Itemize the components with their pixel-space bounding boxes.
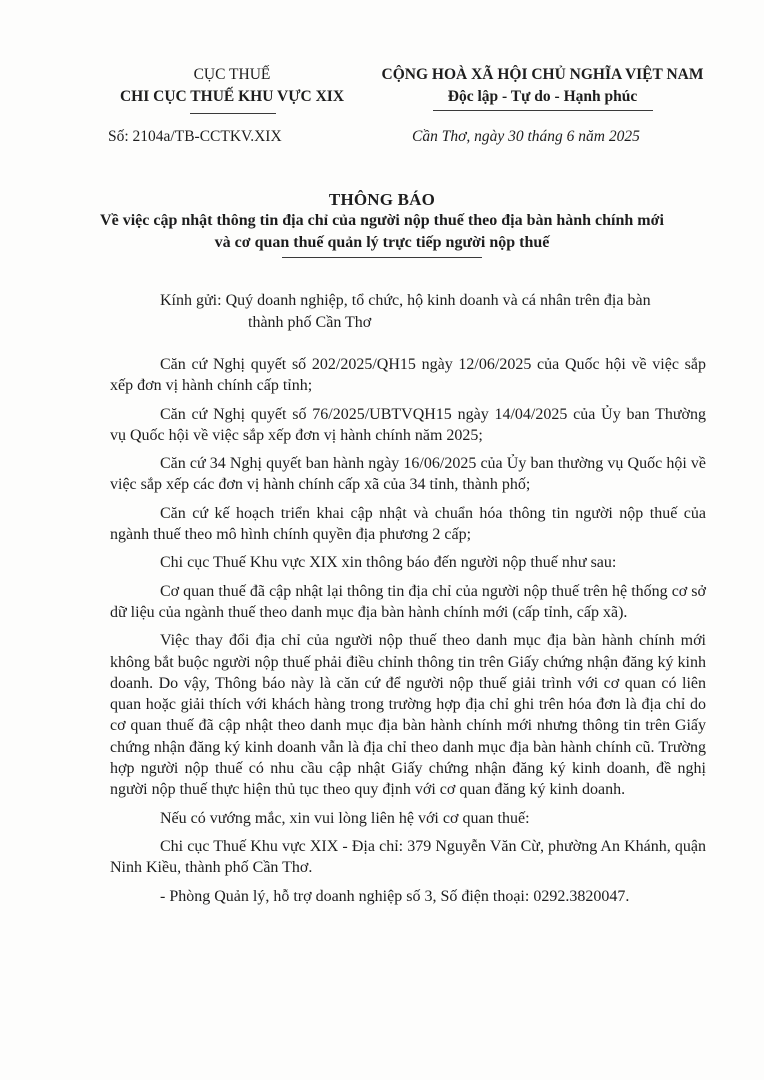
parent-agency: CỤC THUẾ bbox=[193, 66, 271, 83]
document-body bbox=[110, 354, 706, 914]
recipient-block bbox=[160, 290, 680, 334]
paragraph: Cơ quan thuế đã cập nhật lại thông tin địa chỉ của người nộp thuế trên hệ thống cơ sở dữ liệu của ngành thuế theo danh mục địa bàn hành chính mới (cấp tỉnh, cấp xã). bbox=[110, 582, 706, 621]
country-name: CỘNG HOÀ XÃ HỘI CHỦ NGHĨA VIỆT NAM bbox=[381, 66, 704, 83]
recipient-line-cont: thành phố Cần Thơ bbox=[248, 314, 372, 331]
document-number: Số: 2104a/TB-CCTKV.XIX bbox=[108, 128, 282, 145]
agency-underline bbox=[190, 113, 276, 114]
issuing-agency bbox=[82, 64, 382, 108]
recipient-line: Kính gửi: Quý doanh nghiệp, tổ chức, hộ kinh doanh và cá nhân trên địa bàn bbox=[160, 292, 651, 309]
agency-name: CHI CỤC THUẾ KHU VỰC XIX bbox=[119, 88, 345, 105]
paragraph: Chi cục Thuế Khu vực XIX xin thông báo đến người nộp thuế như sau: bbox=[160, 554, 617, 572]
paragraph: Căn cứ Nghị quyết số 202/2025/QH15 ngày 12/06/2025 của Quốc hội về việc sắp xếp đơn vị hành chính cấp tỉnh; bbox=[110, 356, 706, 395]
document-subject: Về việc cập nhật thông tin địa chỉ của người nộp thuế theo địa bàn hành chính mới và cơ quan thuế quản lý trực tiếp người nộp thuế bbox=[100, 212, 664, 251]
motto-underline bbox=[433, 110, 653, 111]
paragraph: Chi cục Thuế Khu vực XIX - Địa chỉ: 379 Nguyễn Văn Cừ, phường An Khánh, quận Ninh Kiều, thành phố Cần Thơ. bbox=[110, 837, 706, 877]
place-and-date: Cần Thơ, ngày 30 tháng 6 năm 2025 bbox=[412, 128, 640, 145]
paragraph: Căn cứ Nghị quyết số 76/2025/UBTVQH15 ngày 14/04/2025 của Ủy ban Thường vụ Quốc hội về việc sắp xếp đơn vị hành chính năm 2025; bbox=[110, 405, 706, 444]
paragraph: Căn cứ 34 Nghị quyết ban hành ngày 16/06/2025 của Ủy ban thường vụ Quốc hội về việc sắp xếp các đơn vị hành chính cấp xã của 34 tỉnh, thành phố; bbox=[110, 455, 706, 494]
paragraph: Việc thay đổi địa chỉ của người nộp thuế theo danh mục địa bàn hành chính mới không bắt buộc người nộp thuế phải điều chỉnh thông tin trên Giấy chứng nhận đăng ký kinh doanh. Do vậy, Thông báo này là căn cứ để người nộp thuế giải trình với cơ quan có liên quan hoặc giải thích với khách hàng trong trường hợp địa chỉ ghi trên hóa đơn là địa chỉ do cơ quan thuế đã cập nhật theo danh mục địa bàn hành chính mới nhưng thông tin trên Giấy chứng nhận đăng ký kinh doanh vẫn là địa chỉ theo danh mục địa bàn hành chính cũ. Trường hợp người nộp thuế có nhu cầu cập nhật Giấy chứng nhận đăng ký kinh doanh, đề nghị người nộp thuế thực hiện thủ tục theo quy định với cơ quan đăng ký kinh doanh. bbox=[110, 632, 706, 799]
paragraph: Nếu có vướng mắc, xin vui lòng liên hệ với cơ quan thuế: bbox=[160, 809, 530, 827]
paragraph: Căn cứ kế hoạch triển khai cập nhật và chuẩn hóa thông tin người nộp thuế của ngành thuế theo mô hình chính quyền địa phương 2 cấp; bbox=[110, 504, 706, 544]
subject-underline bbox=[282, 257, 482, 258]
motto: Độc lập - Tự do - Hạnh phúc bbox=[447, 88, 638, 105]
document-title: THÔNG BÁO bbox=[328, 190, 436, 209]
national-motto bbox=[360, 64, 725, 108]
paragraph: - Phòng Quản lý, hỗ trợ doanh nghiệp số 3, Số điện thoại: 0292.3820047. bbox=[160, 887, 630, 905]
